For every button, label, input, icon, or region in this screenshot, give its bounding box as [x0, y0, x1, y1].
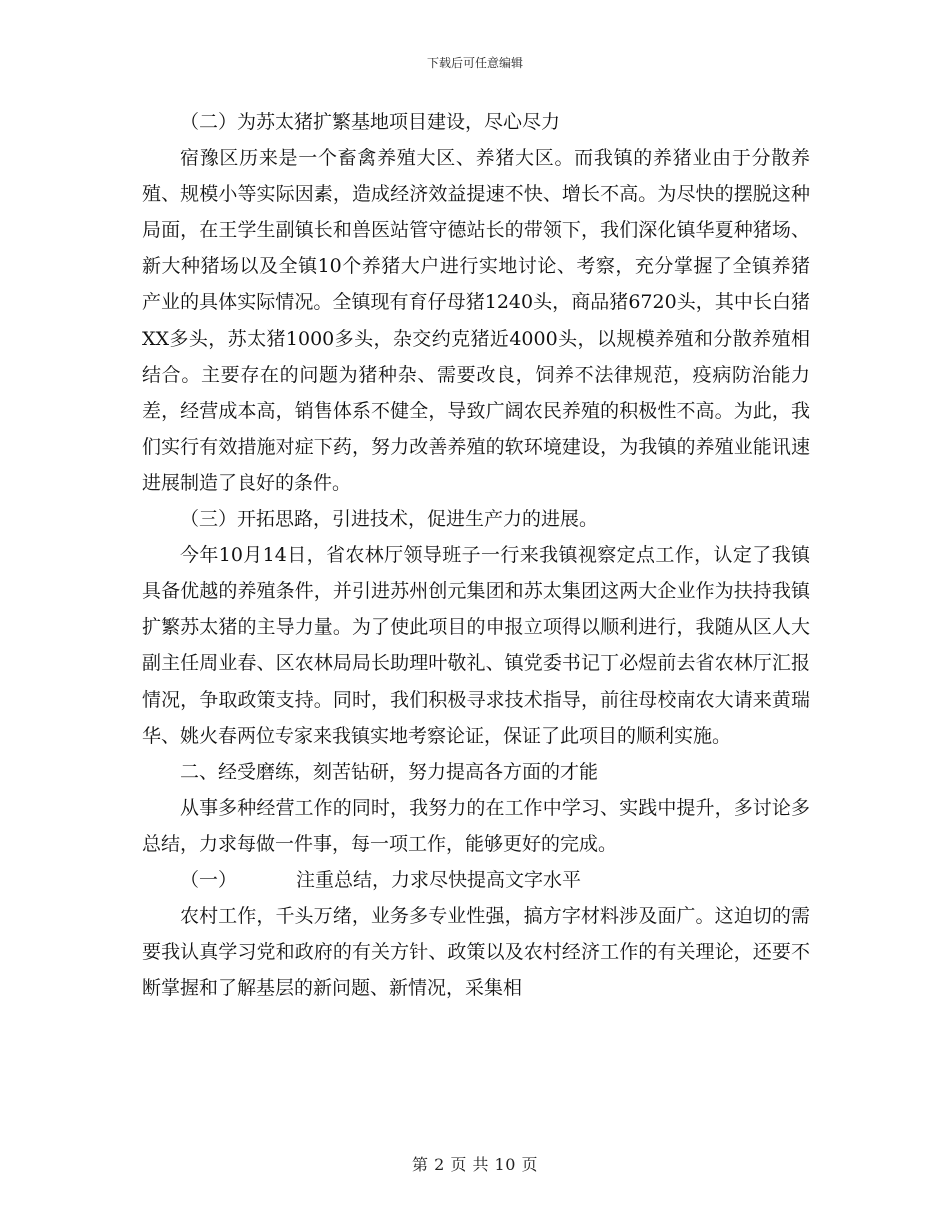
document-body	[142, 104, 810, 1006]
subsection-heading-1	[142, 862, 810, 898]
paragraph-3: 从事多种经营工作的同时，我努力的在工作中学习、实践中提升，多讨论多总结，力求每做一件事，每一项工作，能够更好的完成。	[142, 796, 810, 855]
paragraph-4: 农村工作，千头万绪，业务多专业性强，搞方字材料涉及面广。这迫切的需要我认真学习党和政府的有关方针、政策以及农村经济工作的有关理论，还要不断掌握和了解基层的新问题、新情况，采集相	[142, 905, 810, 1000]
section-heading-2: 二、经受磨练，刻苦钻研，努力提高各方面的才能	[180, 760, 599, 783]
subsection-heading-text: 注重总结，力求尽快提高文字水平	[296, 868, 582, 891]
paragraph-2: 今年10月14日，省农林厅领导班子一行来我镇视察定点工作，认定了我镇具备优越的养殖条件，并引进苏州创元集团和苏太集团这两大企业作为扶持我镇扩繁苏太猪的主导力量。为了使此项目的申报立项得以顺利进行，我随从区人大副主任周业春、区农林局局长助理叶敬礼、镇党委书记丁必煜前去省农林厅汇报情况，争取政策支持。同时，我们积极寻求技术指导，前往母校南农大请来黄瑞华、姚火春两位专家来我镇实地考察论证，保证了此项目的顺利实施。	[142, 544, 810, 747]
page-footer: 第 2 页 共 10 页	[412, 1155, 538, 1174]
page-header: 下载后可任意编辑	[426, 56, 523, 70]
list-marker: （一）	[180, 868, 238, 891]
paragraph-1: 宿豫区历来是一个畜禽养殖大区、养猪大区。而我镇的养猪业由于分散养殖、规模小等实际因素，造成经济效益提速不快、增长不高。为尽快的摆脱这种局面，在王学生副镇长和兽医站管守德站长的带领下，我们深化镇华夏种猪场、新大种猪场以及全镇10个养猪大户进行实地讨论、考察，充分掌握了全镇养猪产业的具体实际情况。全镇现有育仔母猪1240头，商品猪6720头，其中长白猪XX多头，苏太猪1000多头，杂交约克猪近4000头，以规模养殖和分散养殖相结合。主要存在的问题为猪种杂、需要改良，饲养不法律规范，疫病防治能力差，经营成本高，销售体系不健全，导致广阔农民养殖的积极性不高。为此，我们实行有效措施对症下药，努力改善养殖的软环境建设，为我镇的养殖业能讯速进展制造了良好的条件。	[142, 147, 810, 494]
subsection-heading-3: （三）开拓思路，引进技术，促进生产力的进展。	[180, 508, 599, 531]
subsection-heading-2: （二）为苏太猪扩繁基地项目建设，尽心尽力	[180, 111, 561, 133]
